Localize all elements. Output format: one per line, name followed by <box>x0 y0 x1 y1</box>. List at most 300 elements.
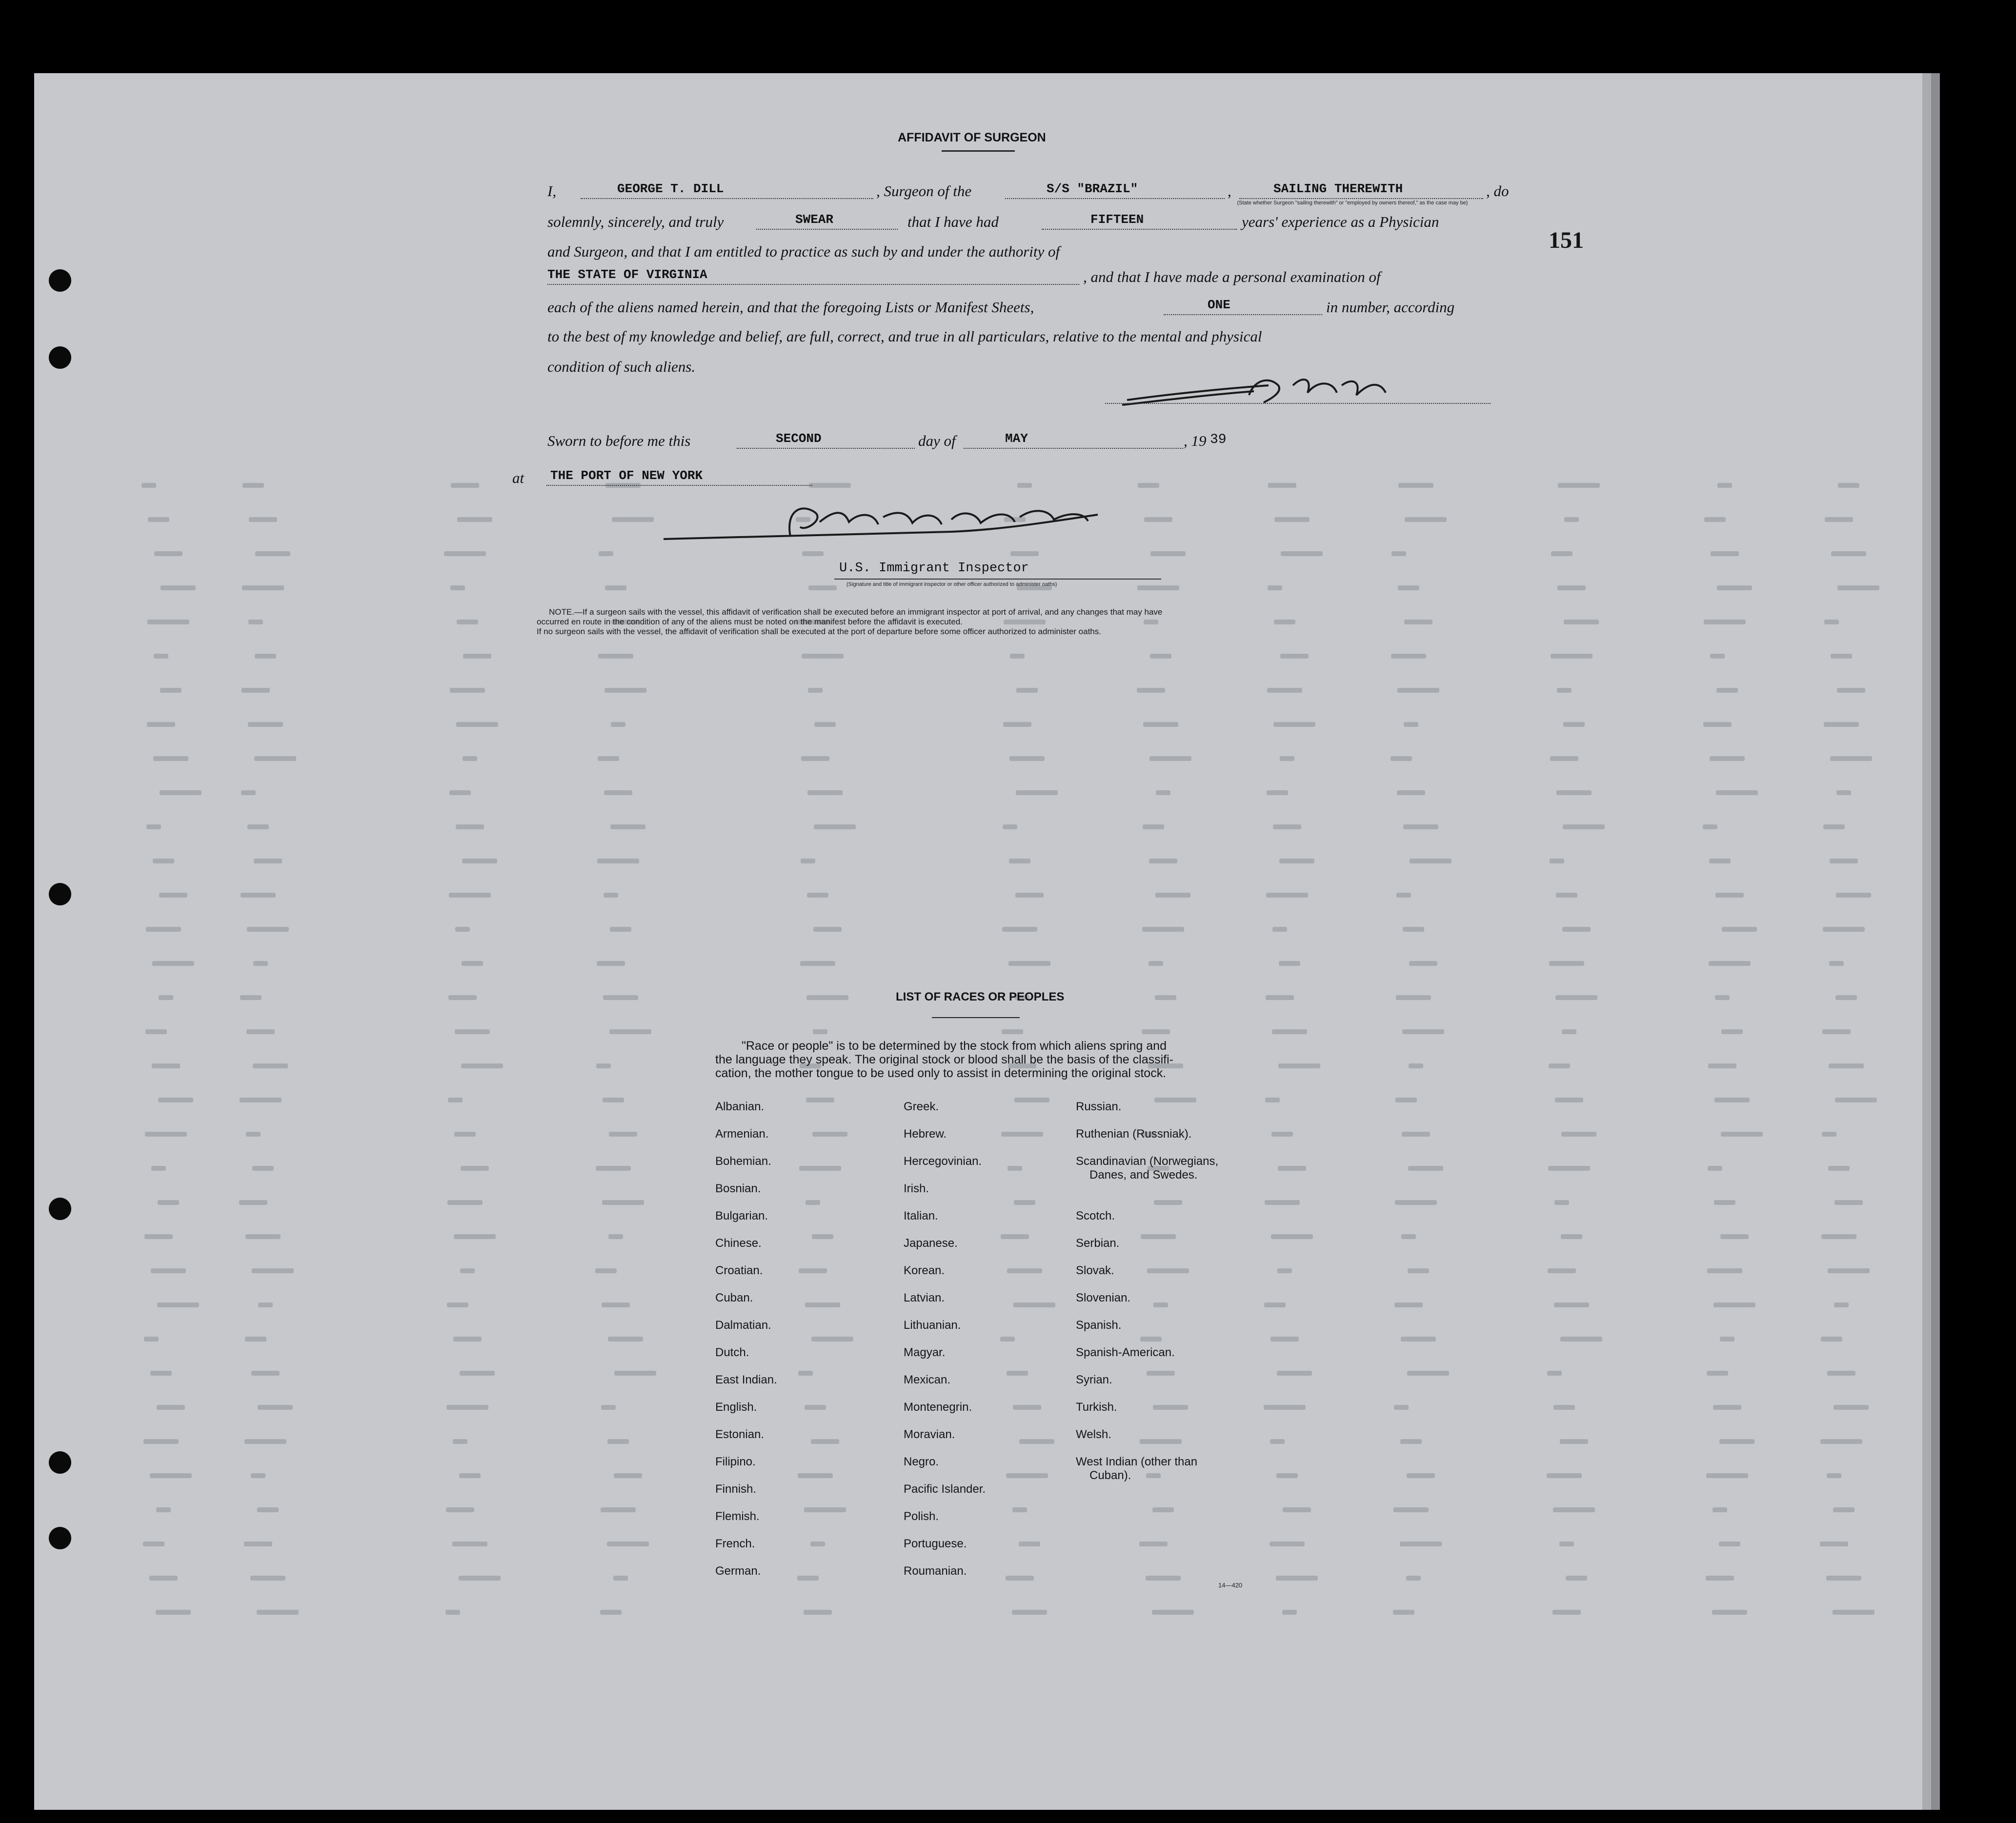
bleed-mark <box>607 1439 629 1444</box>
bleed-mark <box>449 790 471 795</box>
bleed-mark <box>1398 483 1433 488</box>
bleed-mark <box>454 1132 476 1137</box>
bleed-mark <box>1268 483 1296 488</box>
bleed-mark <box>1013 1302 1055 1307</box>
bleed-mark <box>153 756 188 761</box>
affidavit-text: day of <box>918 432 956 449</box>
bleed-mark <box>141 483 156 488</box>
bleed-mark <box>158 1200 179 1205</box>
bleed-mark <box>1834 1405 1869 1410</box>
bleed-mark <box>1143 722 1178 727</box>
bleed-mark <box>1833 1610 1875 1615</box>
bleed-mark <box>599 551 613 556</box>
bleed-mark <box>1829 961 1844 966</box>
bleed-mark <box>1006 1473 1048 1478</box>
bleed-mark <box>1154 1098 1196 1102</box>
bleed-mark <box>608 1234 623 1239</box>
bleed-mark <box>1835 995 1857 1000</box>
bleed-mark <box>814 824 856 829</box>
bleed-mark <box>1141 1234 1176 1239</box>
bleed-mark <box>1830 756 1872 761</box>
bleed-mark <box>1564 620 1599 624</box>
bleed-mark <box>240 1098 282 1102</box>
bleed-mark <box>1562 1029 1576 1034</box>
bleed-mark <box>1279 859 1314 863</box>
note-line-1: NOTE.—If a surgeon sails with the vessel, this affidavit of verification shall be executed before an immigrant inspector at port of arrival, and any changes that may have <box>549 607 1163 617</box>
binder-hole <box>49 1198 71 1220</box>
bleed-mark <box>1272 1029 1307 1034</box>
bleed-mark <box>1273 722 1315 727</box>
bleed-mark <box>1012 1610 1047 1615</box>
bleed-mark <box>1002 927 1037 932</box>
bleed-mark <box>1008 1166 1022 1171</box>
bleed-mark <box>1704 517 1726 522</box>
affidavit-text: in number, according <box>1326 299 1455 316</box>
bleed-mark <box>598 756 619 761</box>
swearing-place: THE PORT OF NEW YORK <box>550 468 703 483</box>
bleed-mark <box>1401 1337 1436 1342</box>
affidavit-text: , 19 <box>1184 432 1207 449</box>
race-item: English. <box>715 1401 757 1414</box>
bleed-mark <box>1409 1063 1423 1068</box>
bleed-mark <box>1264 1302 1286 1307</box>
bleed-mark <box>151 1268 186 1273</box>
race-item: Mexican. <box>904 1373 951 1386</box>
affidavit-text: to the best of my knowledge and belief, are full, correct, and true in all particulars, relative to the mental and physical <box>547 328 1262 345</box>
bleed-mark <box>459 1576 501 1581</box>
form-number: 14—420 <box>1218 1582 1243 1589</box>
bleed-mark <box>150 1371 172 1376</box>
bleed-mark <box>611 722 625 727</box>
affidavit-text: at <box>512 469 524 486</box>
bleed-mark <box>1276 1473 1298 1478</box>
binder-hole <box>49 883 71 905</box>
race-item: Cuban. <box>715 1291 753 1304</box>
bleed-mark <box>457 517 492 522</box>
race-item: Japanese. <box>904 1237 958 1250</box>
bleed-mark <box>1717 585 1752 590</box>
bleed-mark <box>1827 1371 1855 1376</box>
bleed-mark <box>463 756 477 761</box>
bleed-mark <box>254 756 296 761</box>
bleed-mark <box>1277 1371 1312 1376</box>
bleed-mark <box>1397 790 1425 795</box>
bleed-mark <box>1150 551 1186 556</box>
bleed-mark <box>1550 756 1578 761</box>
bleed-mark <box>1010 654 1025 659</box>
bleed-mark <box>805 1302 840 1307</box>
bleed-mark <box>1707 1371 1728 1376</box>
bleed-mark <box>1274 517 1310 522</box>
bleed-mark <box>1410 859 1452 863</box>
bleed-mark <box>1828 1166 1850 1171</box>
bleed-mark <box>450 585 465 590</box>
bleed-mark <box>1404 620 1432 624</box>
bleed-mark <box>245 1337 266 1342</box>
bleed-mark <box>1713 1507 1727 1512</box>
bleed-mark <box>1014 1098 1049 1102</box>
bleed-mark <box>160 790 202 795</box>
race-item: Portuguese. <box>904 1537 967 1550</box>
bleed-mark <box>807 893 828 898</box>
bleed-mark <box>448 995 477 1000</box>
bleed-mark <box>804 1507 846 1512</box>
bleed-mark <box>1835 1200 1863 1205</box>
blank-line <box>547 284 1079 285</box>
bleed-mark <box>1826 1576 1861 1581</box>
bleed-mark <box>146 927 181 932</box>
bleed-mark <box>255 654 276 659</box>
bleed-mark <box>1273 824 1301 829</box>
bleed-mark <box>810 1542 825 1546</box>
bleed-mark <box>1838 483 1859 488</box>
inspector-title: U.S. Immigrant Inspector <box>839 561 1029 576</box>
races-title-underline <box>932 1017 1020 1018</box>
bleed-mark <box>246 1029 275 1034</box>
race-item: Italian. <box>904 1209 938 1222</box>
bleed-mark <box>1407 1473 1435 1478</box>
bleed-mark <box>1715 995 1730 1000</box>
bleed-mark <box>1553 1507 1595 1512</box>
affidavit-text: solemnly, sincerely, and truly <box>547 213 724 230</box>
bleed-mark <box>158 1098 193 1102</box>
bleed-mark <box>1710 654 1725 659</box>
bleed-mark <box>1720 1337 1734 1342</box>
bleed-mark <box>609 1029 651 1034</box>
race-item: West Indian (other than <box>1076 1455 1198 1468</box>
binder-hole <box>49 269 71 292</box>
race-item: Estonian. <box>715 1428 765 1441</box>
bleed-mark <box>1548 1268 1576 1273</box>
bleed-mark <box>153 859 174 863</box>
bleed-mark <box>147 620 189 624</box>
bleed-mark <box>146 824 161 829</box>
bleed-mark <box>813 927 842 932</box>
affidavit-text: , <box>1228 182 1231 200</box>
bleed-mark <box>1265 1098 1280 1102</box>
bleed-mark <box>804 1610 832 1615</box>
race-item: Latvian. <box>904 1291 945 1304</box>
race-item: Syrian. <box>1076 1373 1112 1386</box>
bleed-mark <box>1831 551 1866 556</box>
bleed-mark <box>800 961 835 966</box>
affidavit-text: years' experience as a Physician <box>1242 213 1439 230</box>
manifest-page <box>34 73 1922 1810</box>
bleed-mark <box>1142 1029 1170 1034</box>
bleed-mark <box>1714 1200 1735 1205</box>
race-item: Magyar. <box>904 1346 946 1359</box>
race-item: Croatian. <box>715 1264 763 1277</box>
bleed-mark <box>1703 824 1717 829</box>
affidavit-text: , and that I have made a personal examination of <box>1083 268 1381 285</box>
signature-line <box>1105 403 1491 404</box>
race-item: Spanish-American. <box>1076 1346 1175 1359</box>
bleed-mark <box>1007 1371 1028 1376</box>
affidavit-text: Sworn to before me this <box>547 432 691 449</box>
bleed-mark <box>449 893 491 898</box>
bleed-mark <box>1142 927 1184 932</box>
bleed-mark <box>1009 859 1030 863</box>
bleed-mark <box>601 1405 616 1410</box>
bleed-mark <box>1719 1542 1740 1546</box>
race-item: Polish. <box>904 1510 939 1523</box>
bleed-mark <box>1146 1473 1161 1478</box>
bleed-mark <box>1409 961 1437 966</box>
bleed-mark <box>1013 1405 1041 1410</box>
bleed-mark <box>603 1098 624 1102</box>
bleed-mark <box>154 654 168 659</box>
race-item: Welsh. <box>1076 1428 1111 1441</box>
bleed-mark <box>1002 1029 1023 1034</box>
bleed-mark <box>1267 790 1288 795</box>
bleed-mark <box>1561 1132 1596 1137</box>
race-item: Serbian. <box>1076 1237 1120 1250</box>
bleed-mark <box>1268 585 1282 590</box>
bleed-mark <box>159 995 173 1000</box>
bleed-mark <box>1016 688 1038 693</box>
bleed-mark <box>1267 688 1302 693</box>
blank-line <box>756 229 898 230</box>
bleed-mark <box>1396 995 1431 1000</box>
bleed-mark <box>1561 1234 1582 1239</box>
note-line-2: occurred en route in the condition of any of the aliens must be noted on the manifest before the affidavit is executed. <box>537 617 963 626</box>
bleed-mark <box>1564 517 1579 522</box>
bleed-mark <box>1833 1507 1855 1512</box>
bleed-mark <box>455 1029 490 1034</box>
bleed-mark <box>1137 585 1179 590</box>
race-item: Slovak. <box>1076 1264 1114 1277</box>
bleed-mark <box>1139 1542 1168 1546</box>
bleed-mark <box>1557 585 1586 590</box>
affidavit-text: , do <box>1486 182 1509 200</box>
bleed-mark <box>1405 517 1447 522</box>
bleed-mark <box>242 688 270 693</box>
bleed-mark <box>152 1063 180 1068</box>
race-item: Russian. <box>1076 1100 1122 1113</box>
bleed-mark <box>1149 961 1163 966</box>
bleed-mark <box>603 995 638 1000</box>
bleed-mark <box>807 790 843 795</box>
bleed-mark <box>150 1473 192 1478</box>
binder-hole <box>49 346 71 369</box>
bleed-mark <box>445 1610 460 1615</box>
bleed-mark <box>1829 1063 1864 1068</box>
bleed-mark <box>1407 1371 1449 1376</box>
bleed-mark <box>248 620 263 624</box>
bleed-mark <box>1147 1371 1175 1376</box>
bleed-mark <box>1153 1405 1188 1410</box>
bleed-mark <box>1272 927 1287 932</box>
bleed-mark <box>258 1302 273 1307</box>
bleed-mark <box>596 1166 631 1171</box>
bleed-mark <box>1551 654 1593 659</box>
bleed-mark <box>607 1542 649 1546</box>
manifest-sheet-count: ONE <box>1208 298 1230 312</box>
bleed-mark <box>239 1200 267 1205</box>
race-item: Dutch. <box>715 1346 749 1359</box>
page-number: 151 <box>1549 227 1584 253</box>
bleed-mark <box>1836 893 1871 898</box>
bleed-mark <box>1402 1029 1444 1034</box>
bleed-mark <box>608 1337 643 1342</box>
bleed-mark <box>1146 1576 1181 1581</box>
bleed-mark <box>1821 1337 1842 1342</box>
bleed-mark <box>1271 1132 1293 1137</box>
bleed-mark <box>1004 620 1046 624</box>
races-title: LIST OF RACES OR PEOPLES <box>896 990 1065 1003</box>
race-item: Pacific Islander. <box>904 1482 986 1496</box>
race-item: Cuban). <box>1089 1469 1131 1482</box>
bleed-mark <box>1721 1132 1763 1137</box>
bleed-mark <box>1393 1507 1429 1512</box>
blank-line <box>737 448 915 449</box>
bleed-mark <box>614 1473 642 1478</box>
bleed-mark <box>1270 1542 1305 1546</box>
bleed-mark <box>1393 1610 1414 1615</box>
bleed-mark <box>1265 1200 1300 1205</box>
race-item: Armenian. <box>715 1127 769 1141</box>
race-item: Dalmatian. <box>715 1319 771 1332</box>
bleed-mark <box>1402 1132 1430 1137</box>
bleed-mark <box>1001 1132 1043 1137</box>
bleed-mark <box>1395 1098 1417 1102</box>
bleed-mark <box>258 1405 293 1410</box>
bleed-mark <box>612 517 654 522</box>
bleed-mark <box>602 1302 630 1307</box>
bleed-mark <box>1147 1268 1189 1273</box>
bleed-mark <box>245 1234 281 1239</box>
bleed-mark <box>144 1234 173 1239</box>
bleed-mark <box>252 1268 294 1273</box>
licensing-authority: THE STATE OF VIRGINIA <box>547 267 707 282</box>
race-item: Montenegrin. <box>904 1401 972 1414</box>
bleed-mark <box>1280 756 1294 761</box>
bleed-mark <box>1266 893 1308 898</box>
bleed-mark <box>806 1098 834 1102</box>
bleed-mark <box>604 893 618 898</box>
bleed-mark <box>456 722 498 727</box>
bleed-mark <box>1828 1268 1870 1273</box>
bleed-mark <box>159 893 187 898</box>
bleed-mark <box>457 620 478 624</box>
binder-hole <box>49 1451 71 1474</box>
race-item: Scandinavian (Norwegians, <box>1076 1155 1219 1168</box>
bleed-mark <box>151 1166 166 1171</box>
bleed-mark <box>247 824 269 829</box>
bleed-mark <box>1824 620 1839 624</box>
bleed-mark <box>1708 1063 1736 1068</box>
bleed-mark <box>444 551 486 556</box>
affidavit-text: condition of such aliens. <box>547 358 696 375</box>
bleed-mark <box>1710 756 1745 761</box>
bleed-mark <box>143 1542 164 1546</box>
bleed-mark <box>460 1268 475 1273</box>
bleed-mark <box>1547 1473 1582 1478</box>
bleed-mark <box>609 1132 637 1137</box>
bleed-mark <box>1155 893 1190 898</box>
blank-line <box>1005 198 1225 199</box>
race-item: Scotch. <box>1076 1209 1115 1222</box>
bleed-mark <box>154 551 182 556</box>
bleed-mark <box>1823 927 1865 932</box>
bleed-mark <box>802 654 844 659</box>
race-item: German. <box>715 1564 761 1578</box>
bleed-mark <box>1559 1542 1574 1546</box>
bleed-mark <box>1400 1542 1442 1546</box>
bleed-mark <box>455 927 470 932</box>
bleed-mark <box>1717 483 1732 488</box>
bleed-mark <box>254 859 282 863</box>
bleed-mark <box>252 1166 274 1171</box>
bleed-mark <box>1557 688 1572 693</box>
bleed-mark <box>1137 688 1165 693</box>
bleed-mark <box>446 1507 474 1512</box>
bleed-mark <box>1719 1439 1754 1444</box>
bleed-mark <box>1822 1132 1836 1137</box>
binder-hole <box>49 1527 71 1549</box>
bleed-mark <box>1282 1610 1297 1615</box>
bleed-mark <box>156 1507 171 1512</box>
races-intro-1: "Race or people" is to be determined by the stock from which aliens spring and <box>742 1039 1167 1053</box>
bleed-mark <box>1554 1302 1589 1307</box>
bleed-mark <box>1403 824 1438 829</box>
bleed-mark <box>1398 585 1419 590</box>
inspector-line <box>834 579 1161 580</box>
bleed-mark <box>1149 756 1191 761</box>
race-item: Spanish. <box>1076 1319 1122 1332</box>
bleed-mark <box>152 961 194 966</box>
bleed-mark <box>1019 1439 1054 1444</box>
bleed-mark <box>1562 927 1591 932</box>
affidavit-text: that I have had <box>907 213 999 230</box>
bleed-mark <box>1277 1268 1292 1273</box>
race-item: Hercegovinian. <box>904 1155 982 1168</box>
bleed-mark <box>249 517 277 522</box>
bleed-mark <box>452 1542 487 1546</box>
bleed-mark <box>798 1473 833 1478</box>
bleed-mark <box>1551 551 1572 556</box>
bleed-mark <box>1821 1234 1856 1239</box>
bleed-mark <box>1396 893 1411 898</box>
bleed-mark <box>246 1132 261 1137</box>
blank-line <box>964 448 1183 449</box>
race-item: Greek. <box>904 1100 939 1113</box>
bleed-mark <box>1825 517 1853 522</box>
bleed-mark <box>808 585 837 590</box>
bleed-mark <box>1394 1405 1409 1410</box>
bleed-mark <box>1152 1507 1174 1512</box>
bleed-mark <box>809 483 851 488</box>
bleed-mark <box>1140 1439 1182 1444</box>
bleed-mark <box>1274 620 1295 624</box>
bleed-mark <box>1836 790 1851 795</box>
sailing-status: SAILING THEREWITH <box>1273 181 1403 196</box>
bleed-mark <box>802 551 824 556</box>
affidavit-text: each of the aliens named herein, and that the foregoing Lists or Manifest Sheets, <box>547 299 1034 316</box>
race-item: Danes, and Swedes. <box>1089 1168 1198 1182</box>
bleed-mark <box>1271 1234 1313 1239</box>
bleed-mark <box>1550 859 1564 863</box>
bleed-mark <box>1278 1166 1306 1171</box>
bleed-mark <box>247 927 289 932</box>
bleed-mark <box>1138 483 1159 488</box>
bleed-mark <box>1395 1200 1437 1205</box>
bleed-mark <box>1015 893 1044 898</box>
bleed-mark <box>1150 654 1171 659</box>
bleed-mark <box>1279 961 1300 966</box>
race-item: East Indian. <box>715 1373 777 1386</box>
blank-line <box>1042 229 1237 230</box>
